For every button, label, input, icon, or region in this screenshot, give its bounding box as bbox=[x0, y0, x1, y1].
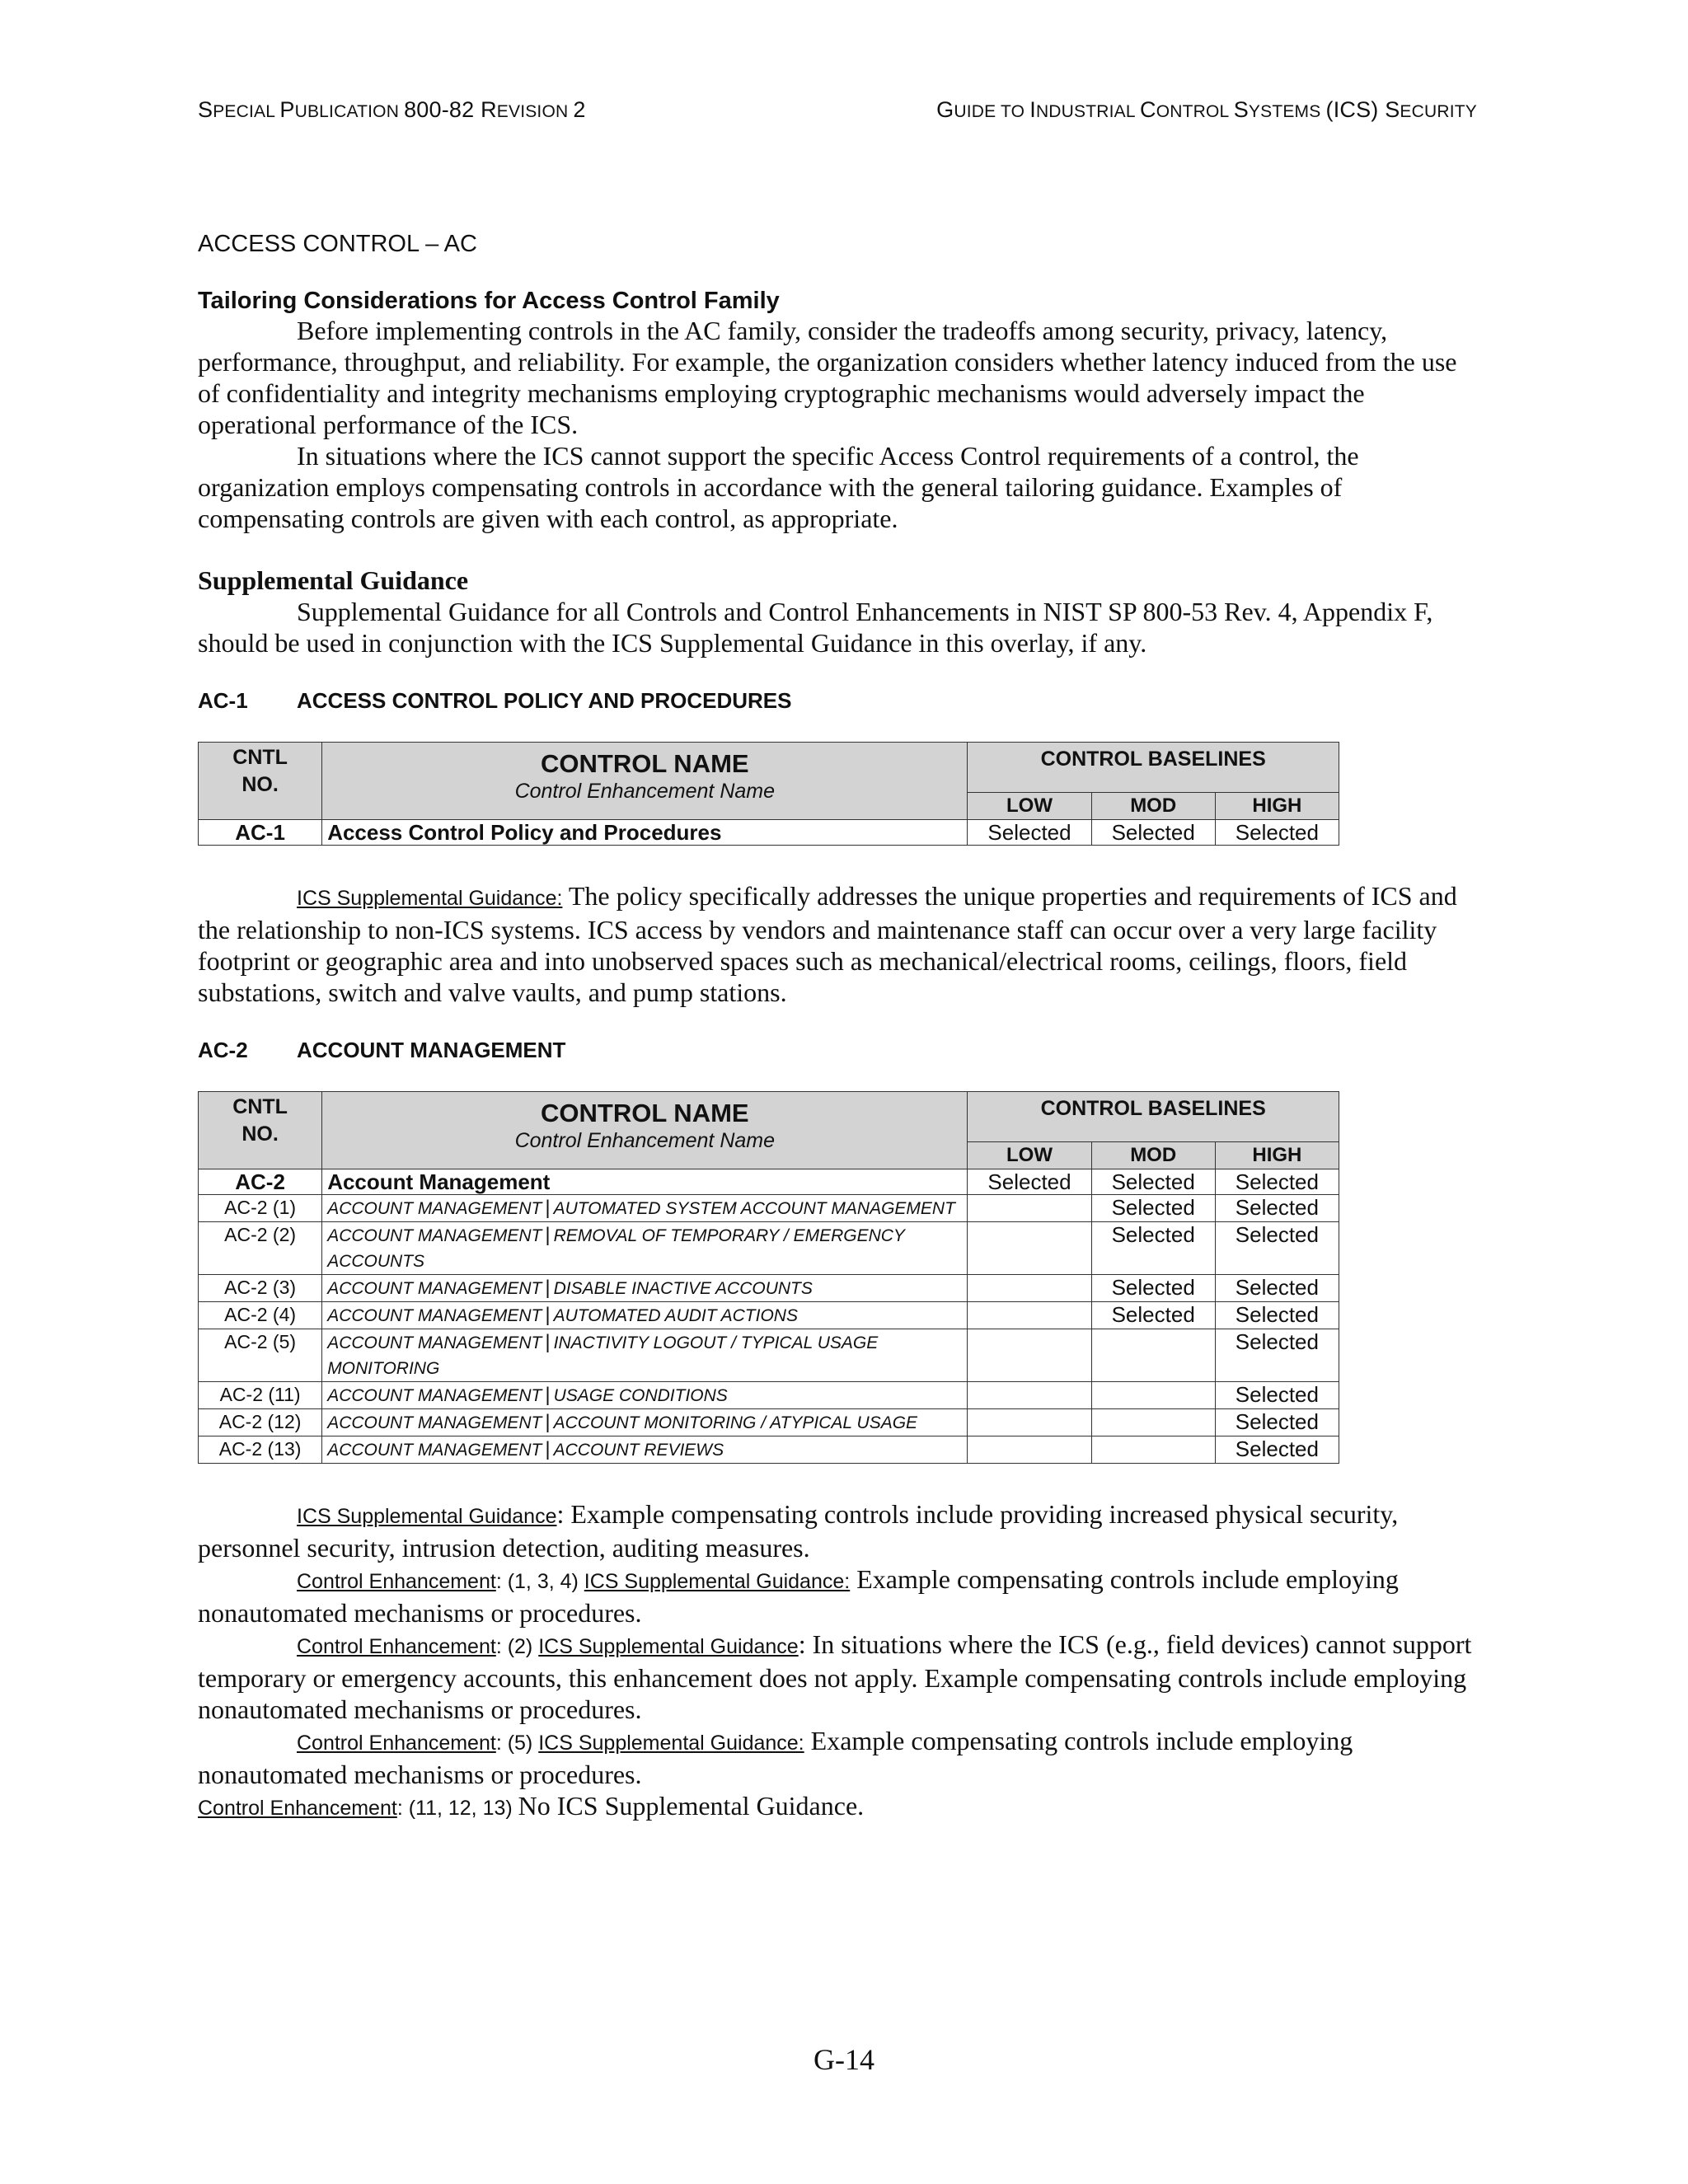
page-content bbox=[198, 231, 1477, 1824]
supplemental-heading: Supplemental Guidance bbox=[198, 565, 469, 595]
col-header-mod: MOD bbox=[1091, 793, 1215, 820]
page-number: G-14 bbox=[814, 2043, 874, 2076]
ac2-heading-title: ACCOUNT MANAGEMENT bbox=[297, 1038, 566, 1062]
col-header-high: HIGH bbox=[1215, 793, 1339, 820]
family-title: ACCESS CONTROL – AC bbox=[198, 231, 477, 257]
col-header-baselines: CONTROL BASELINES bbox=[968, 1092, 1339, 1142]
ac2-supplemental-guidance: ICS Supplemental Guidance: Example compensating controls include providing increased physical security, personnel security, intrusion detection, auditing measures. bbox=[198, 1499, 1399, 1563]
ac1-heading bbox=[198, 688, 1477, 714]
running-header-right: GUIDE TO INDUSTRIAL CONTROL SYSTEMS (ICS) SECURITY bbox=[936, 97, 1477, 122]
ac2-enhancement-guidance-3: Control Enhancement: (5) ICS Supplemental Guidance: Example compensating controls include employing nonautomated mechanisms or procedures. bbox=[198, 1726, 1353, 1789]
tailoring-paragraph-1: Before implementing controls in the AC family, consider the tradeoffs among security, privacy, latency, performance, throughput, and reliability. For example, the organization considers whether latency induced from the use of confidentiality and integrity mechanisms employing cryptographic mechanisms would adversely impact the operational performance of the ICS. bbox=[198, 316, 1457, 439]
ac2-control-table bbox=[198, 1091, 1339, 1464]
col-header-mod: MOD bbox=[1091, 1142, 1215, 1169]
table-row: AC-2 (13) ACCOUNT MANAGEMENT | ACCOUNT REVIEWS Selected bbox=[199, 1436, 1339, 1464]
ac2-heading-number: AC-2 bbox=[198, 1038, 248, 1062]
col-header-low: LOW bbox=[968, 793, 1091, 820]
ac1-heading-title: ACCESS CONTROL POLICY AND PROCEDURES bbox=[297, 688, 792, 713]
ac2-enhancement-guidance-1: Control Enhancement: (1, 3, 4) ICS Supplemental Guidance: Example compensating controls include employing nonautomated mechanisms or procedures. bbox=[198, 1564, 1399, 1628]
ac2-heading bbox=[198, 1038, 1477, 1063]
table-row: AC-2 (1) ACCOUNT MANAGEMENT | AUTOMATED SYSTEM ACCOUNT MANAGEMENT Selected Selected bbox=[199, 1195, 1339, 1222]
table-row: AC-1 Access Control Policy and Procedures Selected Selected Selected bbox=[199, 820, 1339, 846]
tailoring-paragraph-2: In situations where the ICS cannot support the specific Access Control requirements of a control, the organization employs compensating controls in accordance with the general tailoring guidance. Examples of compensating controls are given with each control, as appropriate. bbox=[198, 441, 1359, 533]
ac2-enhancement-guidance-2: Control Enhancement: (2) ICS Supplemental Guidance: In situations where the ICS (e.g., field devices) cannot support temporary or emergency accounts, this enhancement does not apply. Example compensating controls include employing nonautomated mechanisms or procedures. bbox=[198, 1629, 1472, 1724]
table-row: AC-2 (2) ACCOUNT MANAGEMENT | REMOVAL OF TEMPORARY / EMERGENCY ACCOUNTS Selected Selected bbox=[199, 1222, 1339, 1275]
col-header-low: LOW bbox=[968, 1142, 1091, 1169]
table-row: AC-2 (12) ACCOUNT MANAGEMENT | ACCOUNT MONITORING / ATYPICAL USAGE Selected bbox=[199, 1409, 1339, 1436]
table-row: AC-2 (4) ACCOUNT MANAGEMENT | AUTOMATED AUDIT ACTIONS Selected Selected bbox=[199, 1302, 1339, 1329]
table-row: AC-2 (11) ACCOUNT MANAGEMENT | USAGE CONDITIONS Selected bbox=[199, 1382, 1339, 1409]
col-header-cntl-no: CNTL NO. bbox=[199, 1092, 322, 1169]
ac1-supplemental-guidance: ICS Supplemental Guidance: The policy specifically addresses the unique properties and requirements of ICS and the relationship to non-ICS systems. ICS access by vendors and maintenance staff can occur over a very large facility footprint or geographic area and into unobserved spaces such as mechanical/electrical rooms, ceilings, floors, field substations, switch and valve vaults, and pump stations. bbox=[198, 881, 1457, 1007]
supplemental-paragraph: Supplemental Guidance for all Controls and Control Enhancements in NIST SP 800-53 Rev. 4, Appendix F, should be used in conjunction with the ICS Supplemental Guidance in this overlay, if any. bbox=[198, 597, 1433, 658]
col-header-control-name: CONTROL NAME Control Enhancement Name bbox=[322, 1092, 968, 1169]
tailoring-heading: Tailoring Considerations for Access Control Family bbox=[198, 288, 780, 314]
col-header-control-name: CONTROL NAME Control Enhancement Name bbox=[322, 743, 968, 820]
table-row: AC-2 (5) ACCOUNT MANAGEMENT | INACTIVITY LOGOUT / TYPICAL USAGE MONITORING Selected bbox=[199, 1329, 1339, 1382]
table-row: AC-2 (3) ACCOUNT MANAGEMENT | DISABLE INACTIVE ACCOUNTS Selected Selected bbox=[199, 1275, 1339, 1302]
ac1-control-table bbox=[198, 742, 1339, 846]
col-header-high: HIGH bbox=[1215, 1142, 1339, 1169]
ac2-enhancement-guidance-4: Control Enhancement: (11, 12, 13) No ICS Supplemental Guidance. bbox=[198, 1791, 865, 1821]
ac1-heading-number: AC-1 bbox=[198, 688, 248, 713]
col-header-baselines: CONTROL BASELINES bbox=[968, 743, 1339, 793]
col-header-cntl-no: CNTL NO. bbox=[199, 743, 322, 820]
running-header-left: SPECIAL PUBLICATION 800-82 REVISION 2 bbox=[198, 97, 586, 122]
table-row: AC-2 Account Management Selected Selected Selected bbox=[199, 1169, 1339, 1195]
